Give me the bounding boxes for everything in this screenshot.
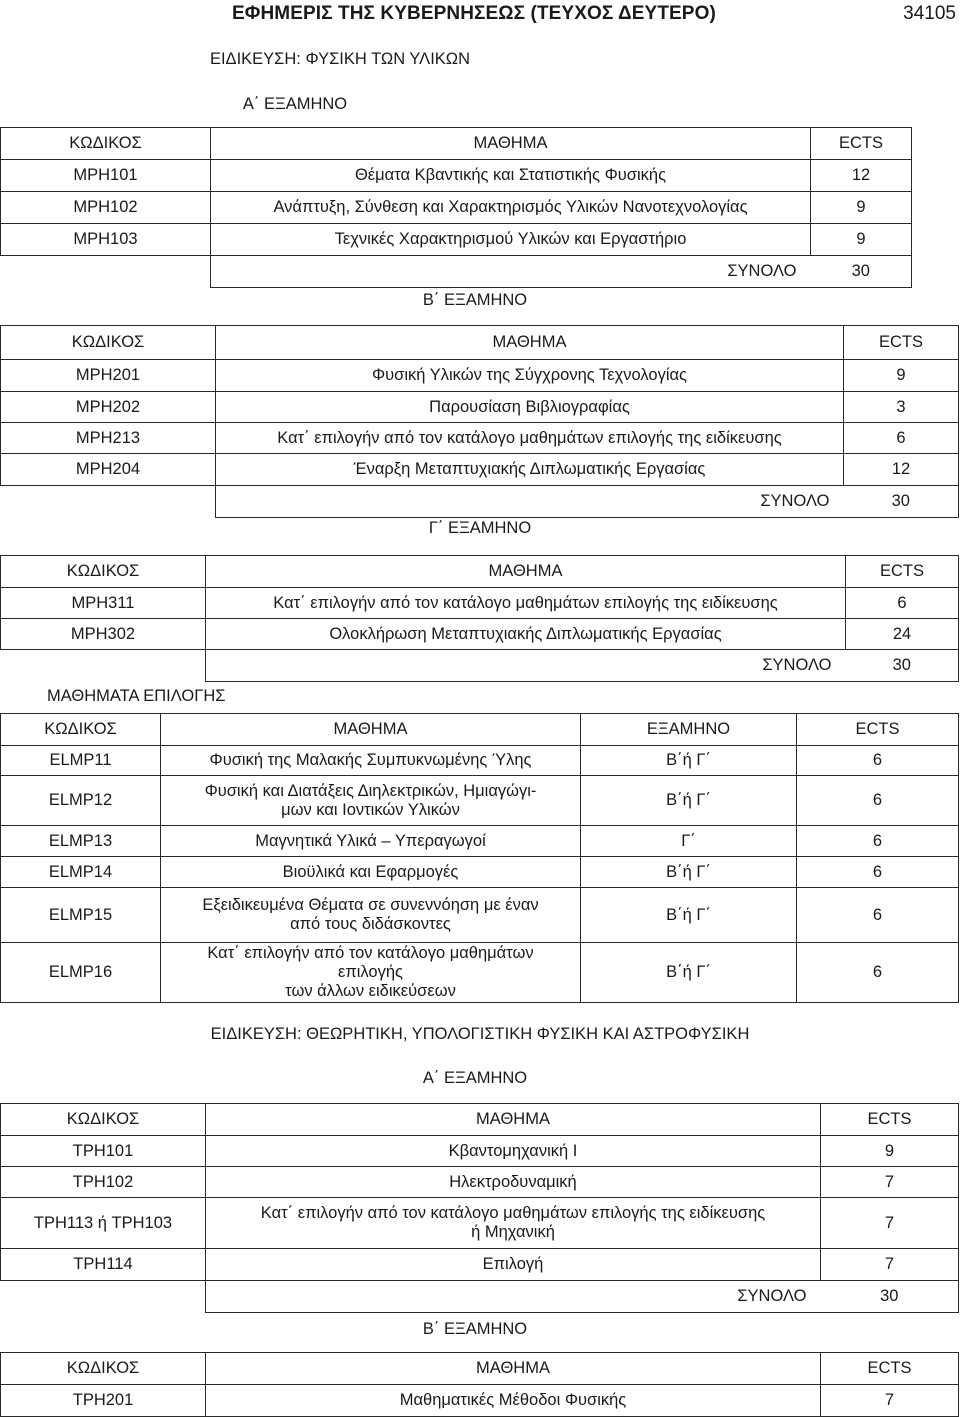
total-value: 30 [846, 650, 959, 682]
course-table [0, 127, 912, 288]
column-header: ΜΑΘΗΜΑ [211, 128, 811, 160]
course-title: Κβαντομηχανική Ι [206, 1136, 821, 1167]
course-ects: 9 [844, 360, 959, 392]
course-code: MPH213 [1, 423, 216, 454]
total-row [1, 1281, 959, 1313]
blank-cell [1, 486, 216, 518]
column-header: ΚΩΔΙΚΟΣ [1, 714, 161, 746]
course-ects: 24 [846, 619, 959, 650]
course-code: ELMP15 [1, 888, 161, 943]
course-title: Έναρξη Μεταπτυχιακής Διπλωματικής Εργασίας [216, 454, 844, 486]
course-table [0, 555, 959, 682]
total-label: ΣΥΝΟΛΟ [206, 1281, 821, 1313]
table-row [1, 454, 959, 486]
table-row [1, 1167, 959, 1198]
course-ects: 9 [811, 192, 912, 224]
table-row [1, 423, 959, 454]
course-title: Παρουσίαση Βιβλιογραφίας [216, 392, 844, 423]
table-header-row [1, 1353, 959, 1385]
table-row [1, 588, 959, 619]
column-header: ECTS [844, 326, 959, 360]
course-title: Ηλεκτροδυναμική [206, 1167, 821, 1198]
course-title: Κατ΄ επιλογήν από τον κατάλογο μαθημάτων επιλογής της ειδίκευσης [206, 588, 846, 619]
table-header-row [1, 556, 959, 588]
semester-label: Α΄ ΕΞΑΜΗΝΟ [242, 95, 348, 113]
course-table [0, 1103, 959, 1313]
course-code: TPH102 [1, 1167, 206, 1198]
course-table [0, 325, 959, 518]
course-semester: Β΄ή Γ΄ [581, 943, 797, 1003]
table-row [1, 888, 959, 943]
column-header: ΜΑΘΗΜΑ [216, 326, 844, 360]
course-code: MPH311 [1, 588, 206, 619]
course-code: MPH204 [1, 454, 216, 486]
table-row [1, 160, 912, 192]
course-ects: 12 [844, 454, 959, 486]
course-ects: 9 [811, 224, 912, 256]
course-title: Μαθηματικές Μέθοδοι Φυσικής [206, 1385, 821, 1417]
course-ects: 9 [821, 1136, 959, 1167]
course-code: ELMP12 [1, 776, 161, 826]
course-semester: Β΄ή Γ΄ [581, 776, 797, 826]
course-semester: Β΄ή Γ΄ [581, 857, 797, 888]
semester-label: Β΄ ΕΞΑΜΗΝΟ [422, 291, 528, 309]
course-code: ELMP16 [1, 943, 161, 1003]
course-code: MPH102 [1, 192, 211, 224]
course-title: Ανάπτυξη, Σύνθεση και Χαρακτηρισμός Υλικών Νανοτεχνολογίας [211, 192, 811, 224]
electives-table [0, 713, 959, 1003]
course-code: ELMP11 [1, 746, 161, 776]
course-ects: 7 [821, 1249, 959, 1281]
table-row [1, 746, 959, 776]
column-header: ΚΩΔΙΚΟΣ [1, 326, 216, 360]
page-number: 34105 [903, 3, 956, 24]
total-row [1, 256, 912, 288]
table-row [1, 943, 959, 1003]
column-header: ΜΑΘΗΜΑ [206, 1104, 821, 1136]
column-header: ECTS [811, 128, 912, 160]
blank-cell [1, 1281, 206, 1313]
course-ects: 7 [821, 1385, 959, 1417]
course-title: Τεχνικές Χαρακτηρισμού Υλικών και Εργαστήριο [211, 224, 811, 256]
blank-cell [1, 650, 206, 682]
table-row [1, 826, 959, 857]
course-ects: 7 [821, 1167, 959, 1198]
course-title: Φυσική Υλικών της Σύγχρονης Τεχνολογίας [216, 360, 844, 392]
course-ects: 7 [821, 1198, 959, 1249]
column-header: ΚΩΔΙΚΟΣ [1, 1104, 206, 1136]
column-header: ECTS [797, 714, 959, 746]
course-code: MPH202 [1, 392, 216, 423]
table-header-row [1, 128, 912, 160]
course-code: TPH201 [1, 1385, 206, 1417]
table-header-row [1, 326, 959, 360]
course-ects: 6 [797, 943, 959, 1003]
specialization-title: ΕΙΔΙΚΕΥΣΗ: ΘΕΩΡΗΤΙΚΗ, ΥΠΟΛΟΓΙΣΤΙΚΗ ΦΥΣΙΚΗ ΚΑΙ ΑΣΤΡΟΦΥΣΙΚΗ [210, 1025, 750, 1043]
column-header: ECTS [846, 556, 959, 588]
course-code: TPH114 [1, 1249, 206, 1281]
semester-label: Α΄ ΕΞΑΜΗΝΟ [422, 1069, 528, 1087]
column-header: ΜΑΘΗΜΑ [161, 714, 581, 746]
page-header [0, 0, 960, 30]
course-code: ELMP13 [1, 826, 161, 857]
table-row [1, 1136, 959, 1167]
course-title: Φυσική και Διατάξεις Διηλεκτρικών, Ημιαγώγι- μων και Ιοντικών Υλικών [161, 776, 581, 826]
electives-label: ΜΑΘΗΜΑΤΑ ΕΠΙΛΟΓΗΣ [47, 687, 226, 705]
total-label: ΣΥΝΟΛΟ [206, 650, 846, 682]
course-ects: 6 [797, 826, 959, 857]
table-row [1, 192, 912, 224]
table-row [1, 1198, 959, 1249]
course-code: ELMP14 [1, 857, 161, 888]
table-row [1, 857, 959, 888]
course-title: Βιοϋλικά και Εφαρμογές [161, 857, 581, 888]
course-code: TPH113 ή TPH103 [1, 1198, 206, 1249]
column-header: ΚΩΔΙΚΟΣ [1, 1353, 206, 1385]
course-ects: 3 [844, 392, 959, 423]
semester-label: Β΄ ΕΞΑΜΗΝΟ [422, 1320, 528, 1338]
course-code: MPH302 [1, 619, 206, 650]
course-title: Κατ΄ επιλογήν από τον κατάλογο μαθημάτων επιλογής της ειδίκευσης ή Μηχανική [206, 1198, 821, 1249]
course-table [0, 1352, 959, 1417]
total-row [1, 486, 959, 518]
total-value: 30 [821, 1281, 959, 1313]
total-value: 30 [844, 486, 959, 518]
course-semester: Β΄ή Γ΄ [581, 888, 797, 943]
gazette-title: ΕΦΗΜΕΡΙΣ ΤΗΣ ΚΥΒΕΡΝΗΣΕΩΣ (ΤΕΥΧΟΣ ΔΕΥΤΕΡΟ) [232, 3, 716, 24]
course-title: Κατ΄ επιλογήν από τον κατάλογο μαθημάτων επιλογής της ειδίκευσης [216, 423, 844, 454]
course-title: Φυσική της Μαλακής Συμπυκνωμένης Ύλης [161, 746, 581, 776]
column-header: ΚΩΔΙΚΟΣ [1, 128, 211, 160]
blank-cell [1, 256, 211, 288]
table-row [1, 776, 959, 826]
course-title: Ολοκλήρωση Μεταπτυχιακής Διπλωματικής Εργασίας [206, 619, 846, 650]
course-ects: 12 [811, 160, 912, 192]
semester-label: Γ΄ ΕΞΑΜΗΝΟ [428, 519, 532, 537]
table-row [1, 224, 912, 256]
table-row [1, 1385, 959, 1417]
course-code: TPH101 [1, 1136, 206, 1167]
column-header: ECTS [821, 1104, 959, 1136]
course-ects: 6 [844, 423, 959, 454]
column-header: ECTS [821, 1353, 959, 1385]
course-title: Εξειδικευμένα Θέματα σε συνεννόηση με έναν από τους διδάσκοντες [161, 888, 581, 943]
table-header-row [1, 1104, 959, 1136]
course-ects: 6 [797, 857, 959, 888]
table-header-row [1, 714, 959, 746]
table-row [1, 619, 959, 650]
total-label: ΣΥΝΟΛΟ [216, 486, 844, 518]
course-ects: 6 [846, 588, 959, 619]
course-ects: 6 [797, 776, 959, 826]
course-ects: 6 [797, 746, 959, 776]
course-title: Θέματα Κβαντικής και Στατιστικής Φυσικής [211, 160, 811, 192]
total-row [1, 650, 959, 682]
specialization-title: ΕΙΔΙΚΕΥΣΗ: ΦΥΣΙΚΗ ΤΩΝ ΥΛΙΚΩΝ [209, 50, 471, 68]
course-ects: 6 [797, 888, 959, 943]
table-row [1, 1249, 959, 1281]
course-code: MPH201 [1, 360, 216, 392]
total-value: 30 [811, 256, 912, 288]
total-label: ΣΥΝΟΛΟ [211, 256, 811, 288]
course-code: MPH103 [1, 224, 211, 256]
course-title: Μαγνητικά Υλικά – Υπεραγωγοί [161, 826, 581, 857]
course-code: MPH101 [1, 160, 211, 192]
column-header: ΚΩΔΙΚΟΣ [1, 556, 206, 588]
column-header: ΕΞΑΜΗΝΟ [581, 714, 797, 746]
course-semester: Β΄ή Γ΄ [581, 746, 797, 776]
table-row [1, 392, 959, 423]
course-title: Επιλογή [206, 1249, 821, 1281]
course-semester: Γ΄ [581, 826, 797, 857]
column-header: ΜΑΘΗΜΑ [206, 1353, 821, 1385]
column-header: ΜΑΘΗΜΑ [206, 556, 846, 588]
course-title: Κατ΄ επιλογήν από τον κατάλογο μαθημάτων επιλογής των άλλων ειδικεύσεων [161, 943, 581, 1003]
table-row [1, 360, 959, 392]
